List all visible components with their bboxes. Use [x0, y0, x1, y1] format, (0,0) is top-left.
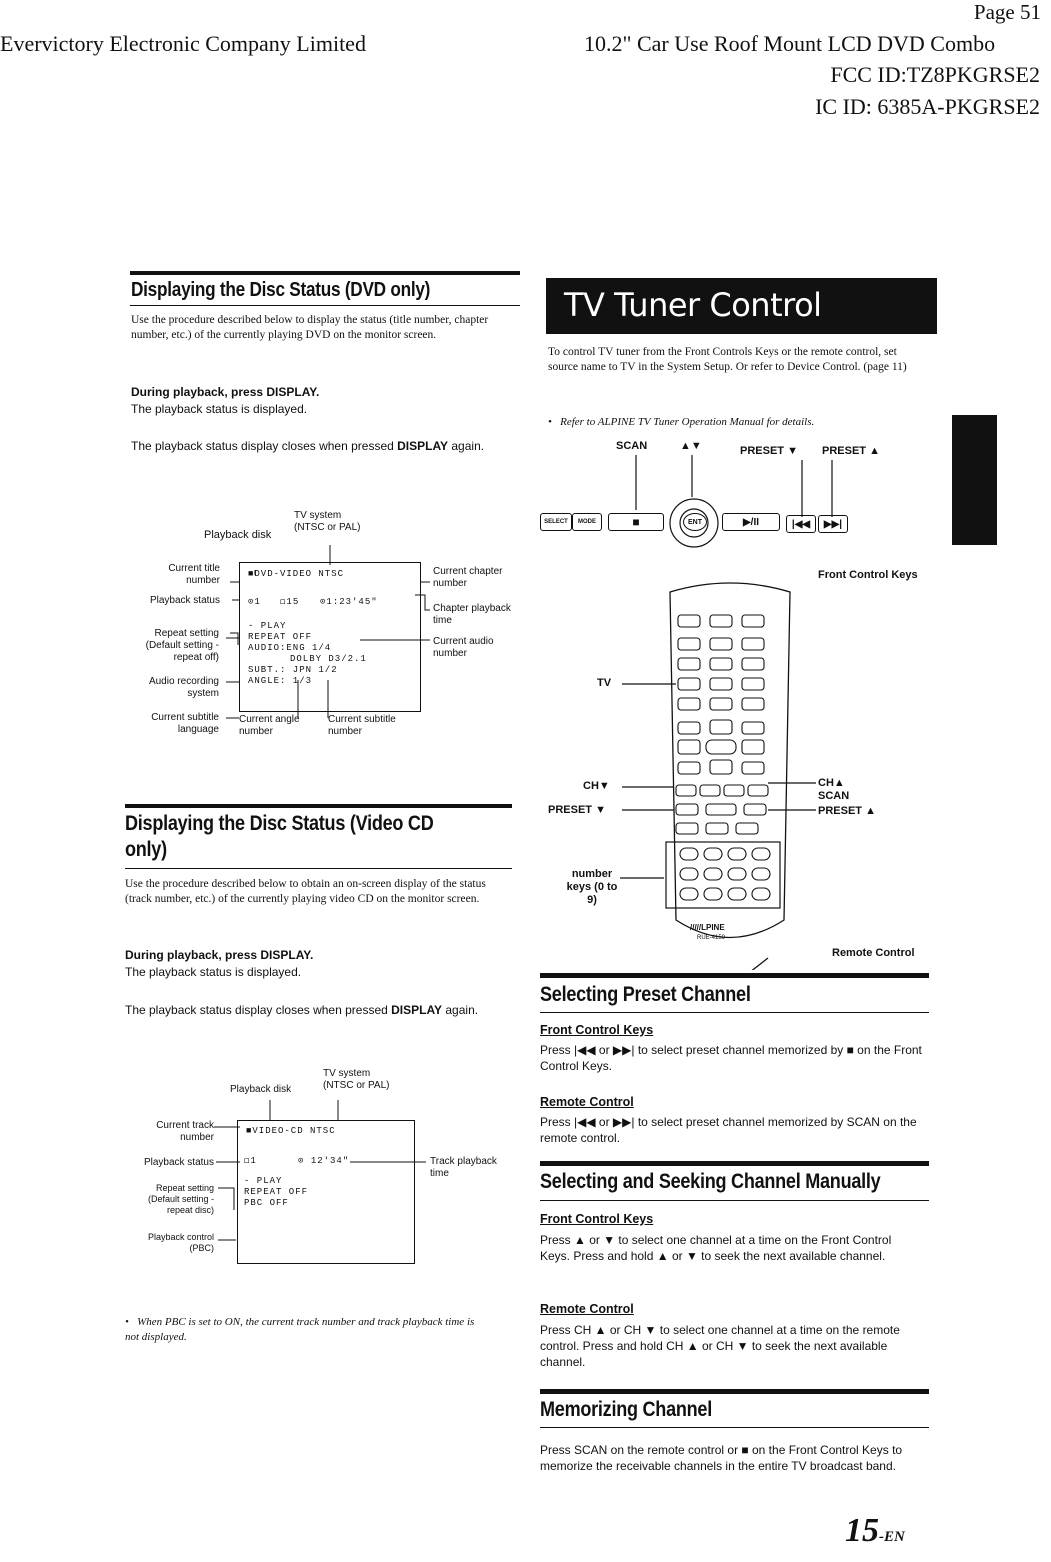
side-tab-marker	[952, 415, 997, 545]
vcd-close-key: DISPLAY	[391, 1003, 443, 1017]
dvd-tv-system-sub: (NTSC or PAL)	[294, 522, 361, 533]
vcd-playback-control-label: Playback control (PBC)	[147, 1232, 214, 1253]
dvd-current-subtitle-label: Current subtitle number	[328, 714, 396, 737]
dvd-osd-line4: REPEAT OFF	[248, 632, 313, 642]
vcd-current-track-label: Current track number	[156, 1120, 214, 1143]
vcd-osd-line4: REPEAT OFF	[244, 1187, 309, 1197]
vcd-note-text: When PBC is set to ON, the current track number and track playback time is not displayed.	[125, 1316, 475, 1343]
preset-section-title: Selecting Preset Channel	[540, 983, 751, 1006]
dvd-playback-status-label: Playback status	[149, 595, 220, 606]
manual-remote-text: Press CH ▲ or CH ▼ to select one channel at a time on the remote control. Press and hold CH ▲ or CH ▼ to seek the next available channel.	[540, 1323, 900, 1369]
dvd-section-title: Displaying the Disc Status (DVD only)	[131, 279, 431, 301]
preset-remote-heading: Remote Control	[540, 1095, 634, 1109]
dvd-subtitle-lang-label: Current subtitle language	[151, 712, 219, 735]
vcd-title-underline	[125, 868, 512, 869]
front-stop-button[interactable]: ■	[608, 513, 664, 531]
remote-preset-down-label: PRESET ▼	[548, 804, 606, 816]
dvd-osd-line3: - PLAY	[248, 621, 287, 631]
fcc-id: FCC ID:TZ8PKGRSE2	[830, 62, 1040, 87]
vcd-note	[125, 1315, 475, 1345]
dvd-osd-line8: ANGLE: 1/3	[248, 676, 313, 686]
dvd-osd-line2b: ◻15	[280, 597, 300, 607]
footer-page-num: 15	[845, 1512, 879, 1549]
dvd-step-suffix: .	[315, 385, 320, 399]
vcd-osd-line5: PBC OFF	[244, 1198, 289, 1208]
remote-ch-down-label: CH▼	[583, 780, 610, 792]
manual-remote-heading: Remote Control	[540, 1302, 634, 1316]
front-play-pause-button[interactable]: ▶/II	[722, 513, 780, 531]
remote-control-caption: Remote Control	[832, 947, 915, 959]
remote-number-keys-label: number keys (0 to 9)	[566, 868, 618, 906]
remote-control-drawing	[540, 580, 940, 970]
dvd-step-prefix: During playback, press	[131, 385, 267, 399]
vcd-top-rule	[125, 804, 512, 808]
preset-top-rule	[540, 973, 929, 978]
front-keys-caption: Front Control Keys	[818, 569, 918, 581]
vcd-step-prefix: During playback, press	[125, 948, 261, 962]
page-label	[974, 0, 1041, 25]
dvd-step	[131, 384, 319, 400]
dvd-osd-line7: SUBT.: JPN 1/2	[248, 665, 338, 675]
label-updown: ▲▼	[680, 440, 702, 452]
footer-page-number	[845, 1512, 905, 1550]
manual-front-heading: Front Control Keys	[540, 1212, 654, 1226]
tv-note-text: Refer to ALPINE TV Tuner Operation Manual for details.	[560, 416, 815, 428]
vcd-playback-status-label: Playback status	[143, 1157, 214, 1168]
memorize-title-underline	[540, 1427, 929, 1428]
dvd-current-title-label: Current title number	[168, 563, 220, 586]
dvd-close-prefix: The playback status display closes when pressed	[131, 439, 398, 453]
label-preset-down: PRESET ▼	[740, 445, 798, 457]
dvd-close-text	[131, 438, 511, 454]
vcd-osd-line2b: ⊙ 12'34"	[298, 1156, 350, 1166]
preset-remote-text: Press |◀◀ or ▶▶| to select preset channel memorized by SCAN on the remote control.	[540, 1115, 917, 1145]
manual-front-text: Press ▲ or ▼ to select one channel at a time on the Front Control Keys. Press and hold ▲ or ▼ to seek the next available channel.	[540, 1233, 892, 1263]
remote-tv-label: TV	[597, 677, 612, 689]
remote-scan-label: SCAN	[818, 790, 850, 802]
dvd-title-underline	[130, 305, 520, 306]
memorize-section-title: Memorizing Channel	[540, 1398, 712, 1421]
label-preset-up: PRESET ▲	[822, 445, 880, 457]
vcd-step	[125, 947, 313, 963]
dvd-close-key: DISPLAY	[397, 439, 449, 453]
label-scan: SCAN	[616, 440, 648, 452]
vcd-tv-system-label	[323, 1068, 390, 1092]
vcd-title-line2: only)	[125, 838, 167, 861]
front-next-button[interactable]: ▶▶|	[818, 515, 848, 533]
vcd-intro: Use the procedure described below to obtain an on-screen display of the status (track number, etc.) of the currently playing video CD on the monitor screen.	[125, 878, 486, 905]
memorize-top-rule	[540, 1389, 929, 1394]
front-enter-button[interactable]: ENT	[683, 513, 707, 531]
vcd-section-title	[125, 811, 434, 863]
page-label-text: Page	[973, 0, 1015, 24]
vcd-tv-system: TV system	[323, 1068, 371, 1079]
vcd-note-bullet: •	[125, 1316, 138, 1328]
vcd-osd-line2a: ◻1	[244, 1156, 257, 1166]
company-name: Evervictory Electronic Company Limited	[0, 31, 366, 56]
manual-top-rule	[540, 1161, 929, 1166]
product-name: 10.2" Car Use Roof Mount LCD DVD Combo	[584, 31, 996, 56]
vcd-osd-line1: ■VIDEO-CD NTSC	[246, 1126, 336, 1136]
tv-intro: To control TV tuner from the Front Controls Keys or the remote control, set source name to TV in the System Setup. Or refer to Device Control. (page 11)	[548, 346, 907, 373]
tv-title-text: TV Tuner Control	[564, 286, 822, 324]
dvd-playback-disk: Playback disk	[204, 529, 272, 541]
dvd-osd-line1: ■DVD-VIDEO NTSC	[248, 569, 345, 579]
front-select-button[interactable]: SELECT	[540, 513, 572, 531]
dvd-chapter-time-label: Chapter playback time	[433, 603, 511, 626]
vcd-playback-disk: Playback disk	[230, 1084, 292, 1095]
vcd-track-time-label: Track playback time	[430, 1156, 497, 1179]
front-prev-button[interactable]: |◀◀	[786, 515, 816, 533]
vcd-close-suffix: again.	[442, 1003, 479, 1017]
dvd-tv-system: TV system	[294, 510, 342, 521]
dvd-intro: Use the procedure described below to display the status (title number, chapter number, etc.) of the currently playing DVD on the monitor screen.	[131, 314, 489, 341]
preset-front-text: Press |◀◀ or ▶▶| to select preset channel memorized by ■ on the Front Control Keys.	[540, 1043, 922, 1073]
remote-brand: /////LPINE	[690, 923, 725, 932]
footer-page-suffix: -EN	[879, 1529, 905, 1545]
preset-front-heading: Front Control Keys	[540, 1023, 654, 1037]
dvd-audio-recording-label: Audio recording system	[148, 676, 219, 699]
dvd-osd-line2c: ⊙1:23'45"	[320, 597, 378, 607]
dvd-top-rule	[130, 271, 520, 275]
vcd-repeat-setting-label: Repeat setting (Default setting - repeat disc)	[147, 1183, 214, 1215]
vcd-step-key: DISPLAY	[260, 948, 310, 962]
preset-title-underline	[540, 1012, 929, 1013]
remote-preset-up-label: PRESET ▲	[818, 805, 876, 817]
tv-note-bullet: •	[548, 416, 561, 428]
dvd-osd-line5: AUDIO:ENG 1/4	[248, 643, 332, 653]
dvd-osd-line6: DOLBY D3/2.1	[290, 654, 367, 664]
remote-model: RUE-4159	[697, 935, 726, 941]
manual-section-title: Selecting and Seeking Channel Manually	[540, 1170, 881, 1193]
front-keys-leaders	[540, 455, 860, 555]
dvd-current-angle-label: Current angle number	[239, 714, 300, 737]
dvd-current-chapter-label: Current chapter number	[433, 566, 503, 589]
vcd-title-line1: Displaying the Disc Status (Video CD	[125, 812, 434, 835]
remote-ch-up-label: CH▲	[818, 777, 845, 789]
tv-title-banner	[546, 278, 937, 334]
dvd-close-suffix: again.	[448, 439, 485, 453]
vcd-tv-system-sub: (NTSC or PAL)	[323, 1080, 390, 1091]
memorize-text: Press SCAN on the remote control or ■ on the Front Control Keys to memorize the receivable channels in the entire TV broadcast band.	[540, 1443, 903, 1473]
vcd-close-text	[125, 1002, 495, 1018]
manual-title-underline	[540, 1200, 929, 1201]
ic-id: IC ID: 6385A-PKGRSE2	[815, 94, 1040, 119]
tv-note	[548, 415, 814, 430]
vcd-close-prefix: The playback status display closes when pressed	[125, 1003, 392, 1017]
front-mode-button[interactable]: MODE	[572, 513, 602, 531]
dvd-repeat-setting-label: Repeat setting (Default setting - repeat off)	[145, 628, 219, 663]
vcd-osd-line3: - PLAY	[244, 1176, 283, 1186]
vcd-step-suffix: .	[309, 948, 314, 962]
page-number: 51	[1020, 0, 1041, 24]
dvd-status-text: The playback status is displayed.	[131, 402, 308, 416]
dvd-osd-line2a: ⊙1	[248, 597, 261, 607]
dvd-step-key: DISPLAY	[266, 385, 316, 399]
vcd-status-text: The playback status is displayed.	[125, 965, 302, 979]
dvd-current-audio-label: Current audio number	[433, 636, 494, 659]
